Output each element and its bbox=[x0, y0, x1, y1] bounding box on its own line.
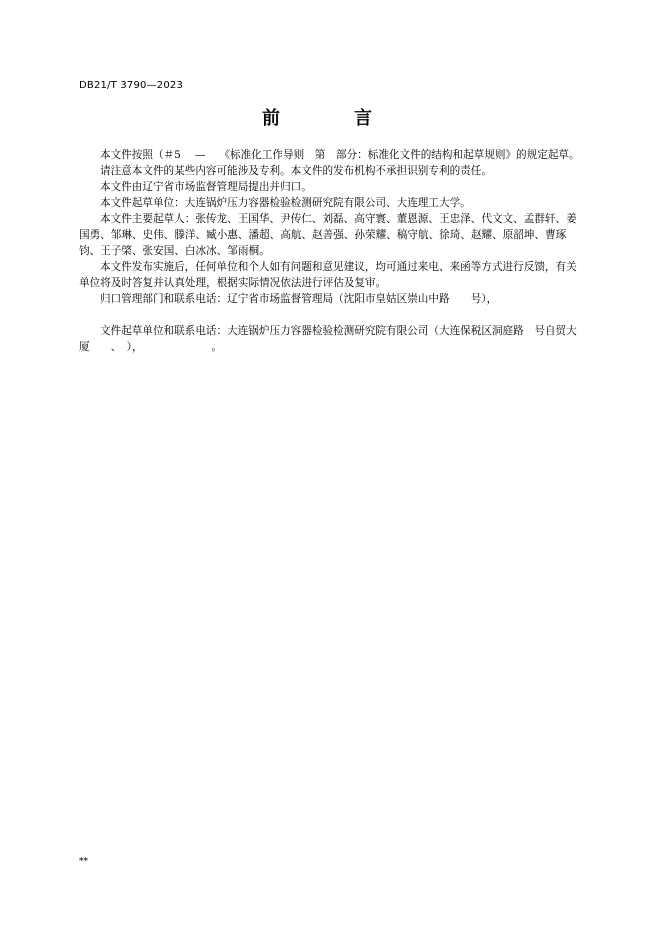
paragraph-authority-contact: 归口管理部门和联系电话：辽宁省市场监督管理局（沈阳市皇姑区崇山中路 号）， bbox=[100, 293, 498, 305]
preface-body bbox=[79, 147, 584, 355]
paragraph-main-drafters: 本文件主要起草人：张传龙、王国华、尹传仁、刘磊、高守寰、董恩源、王忠泽、代文文、孟群轩、姜国勇、邹琳、史伟、滕洋、臧小惠、潘超、高航、赵善强、孙荣耀、稿守航、徐琦、赵耀、原韶坤、曹琢钧、王子棨、张安国、白冰冰、邹雨桐。 bbox=[79, 213, 577, 257]
paragraph-drafter-contact: 文件起草单位和联系电话：大连锅炉压力容器检验检测研究院有限公司（大连保税区洞庭路 号自贸大厦 、 ）， 。 bbox=[79, 325, 577, 353]
paragraph-feedback: 本文件发布实施后，任何单位和个人如有问题和意见建议，均可通过来电、来函等方式进行反馈，有关单位将及时答复并认真处理，根据实际情况依法进行评估及复审。 bbox=[79, 261, 577, 289]
paragraph-patent-notice: 请注意本文件的某些内容可能涉及专利。本文件的发布机构不承担识别专利的责任。 bbox=[100, 165, 492, 177]
page-title: 前 言 bbox=[262, 108, 400, 129]
footer-mark: ** bbox=[79, 857, 88, 867]
paragraph-drafting-rules: 本文件按照（＃5 — 《标准化工作导则 第 部分：标准化文件的结构和起草规则》的规定起草。 bbox=[100, 149, 580, 161]
standard-code: DB21/T 3790—2023 bbox=[79, 80, 184, 91]
paragraph-drafting-units: 本文件起草单位：大连锅炉压力容器检验检测研究院有限公司、大连理工大学。 bbox=[100, 197, 471, 209]
paragraph-proposer: 本文件由辽宁省市场监督管理局提出并归口。 bbox=[100, 181, 312, 193]
spacer bbox=[79, 307, 584, 323]
